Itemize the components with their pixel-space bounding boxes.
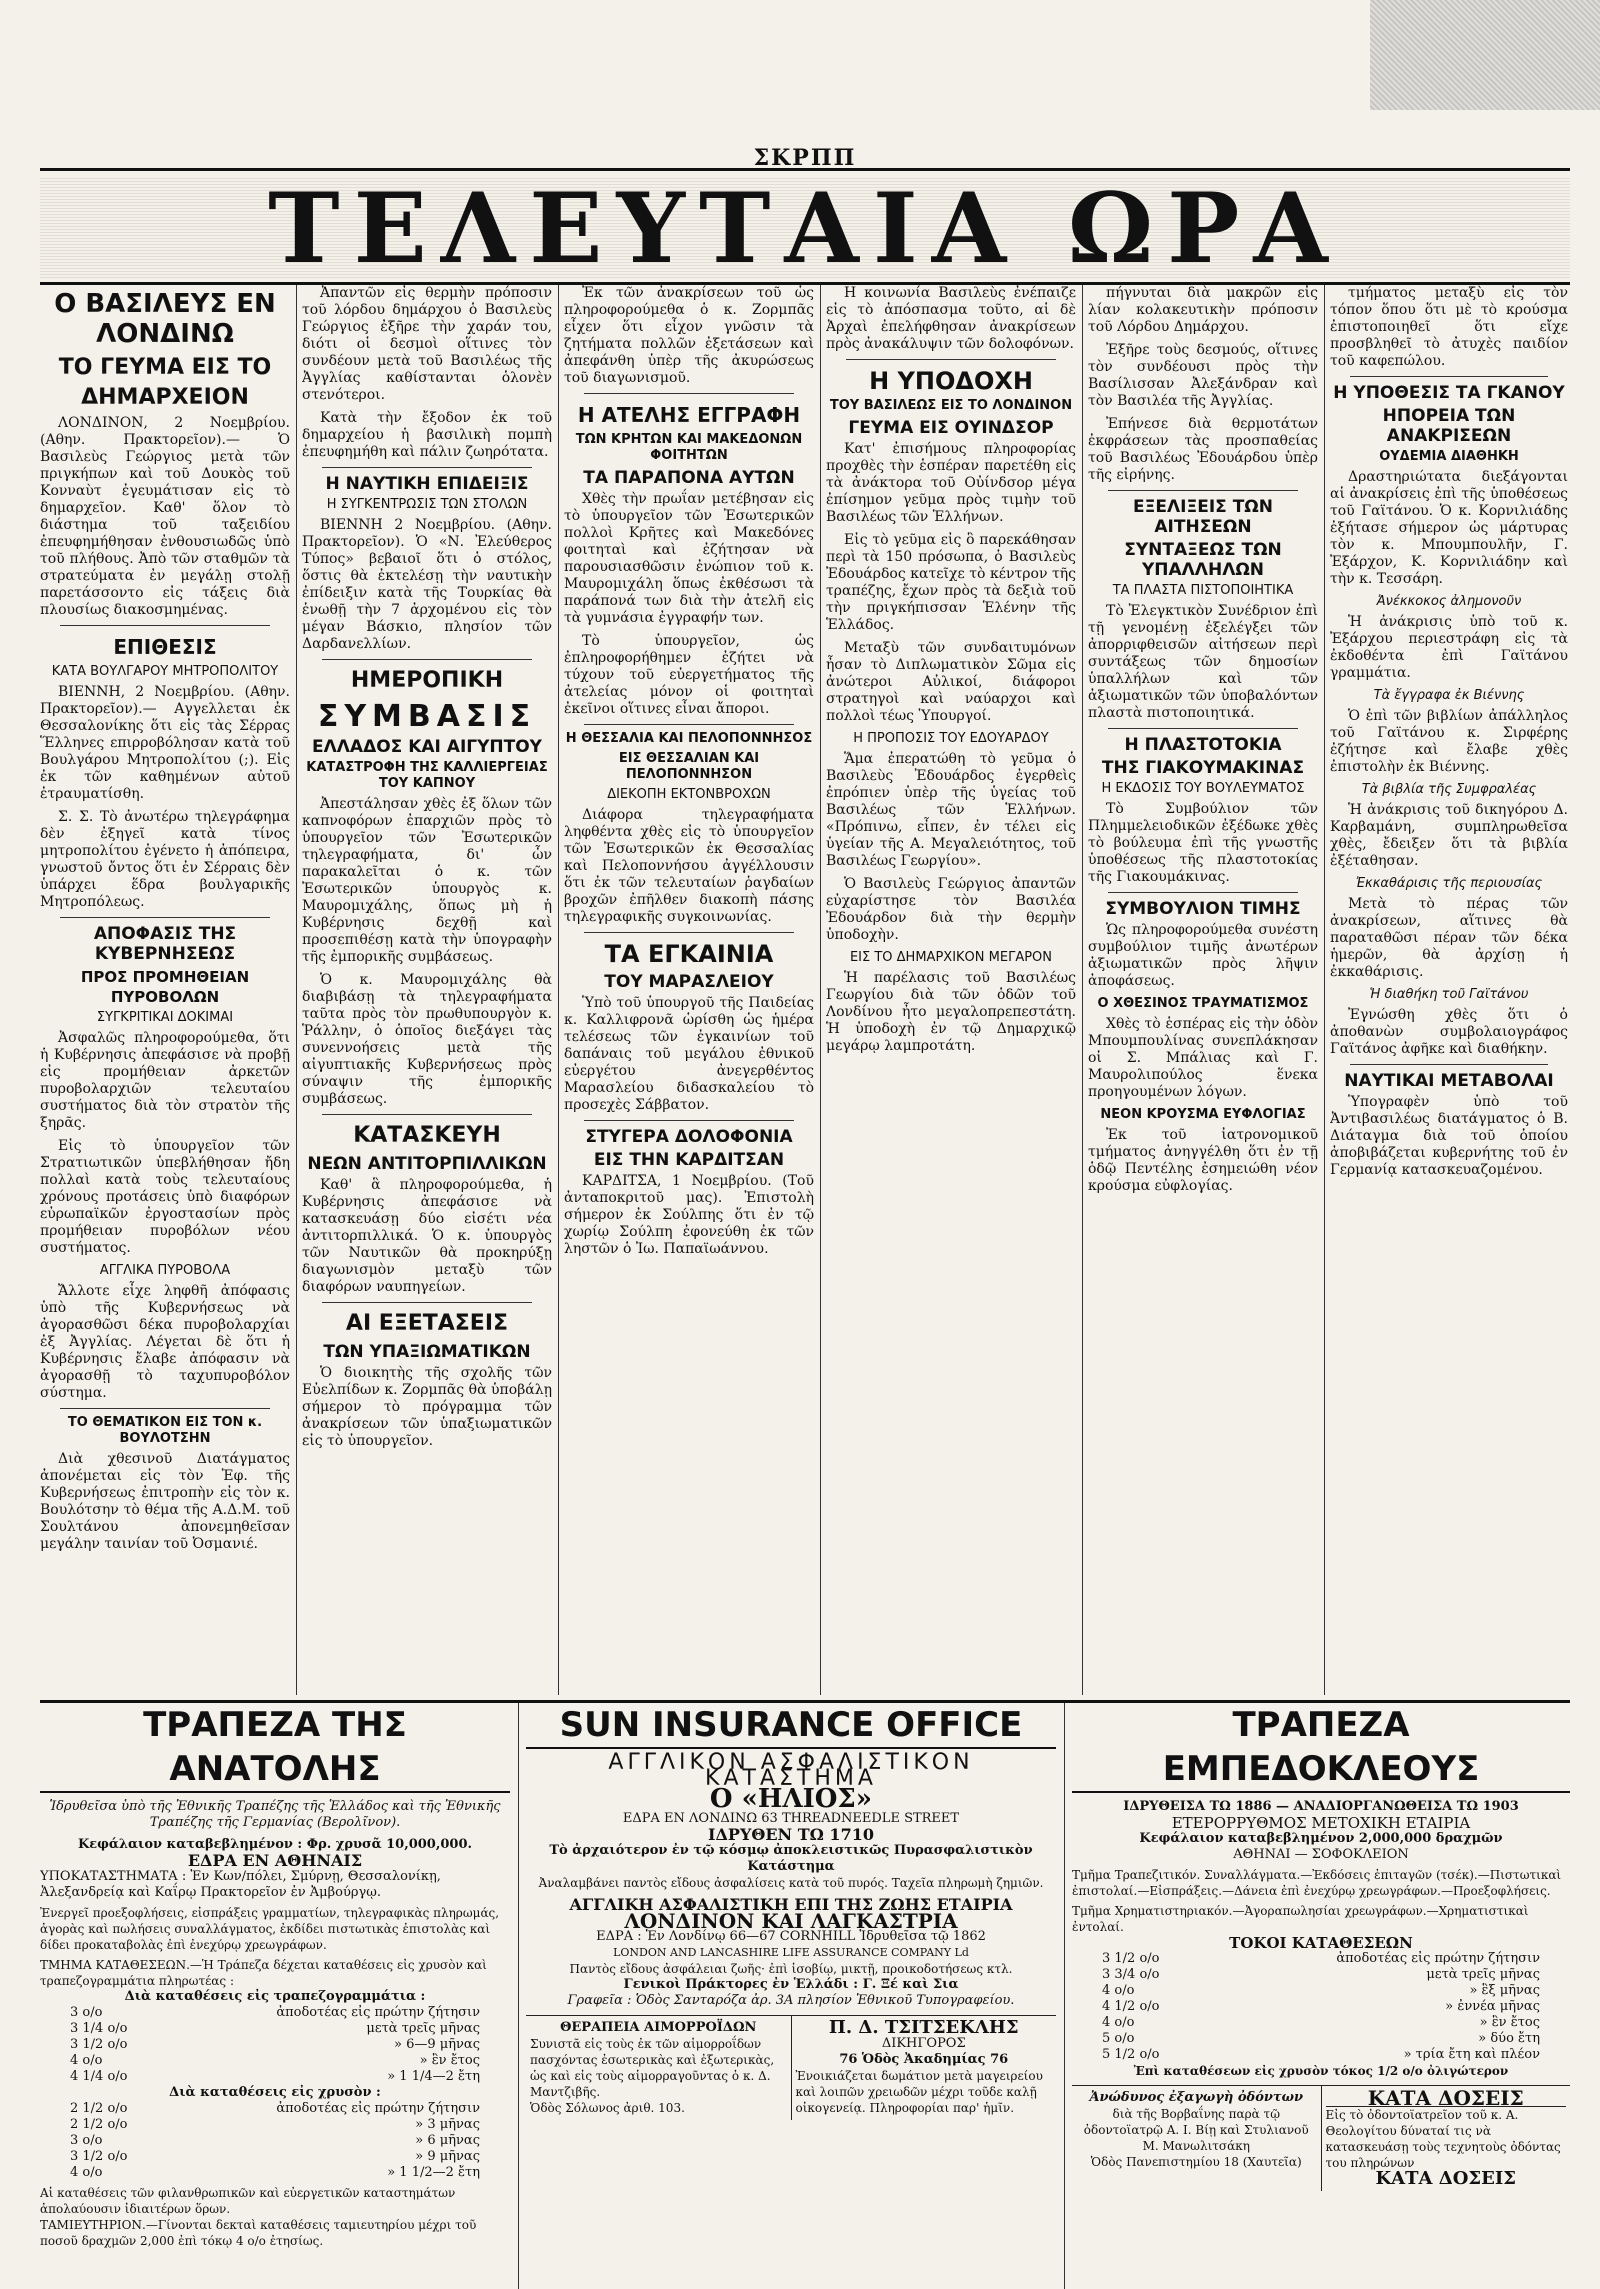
article-text: Δραστηριώτατα διεξάγονται αἱ ἀνακρίσεις ἐπὶ τῆς ὑποθέσεως τοῦ Γαϊτάνου. Ὁ κ. Κορνιλιάδης ἐξήτασε σήμερον ὡς μάρτυρας τὸν κ. Μπουμπουλῆν, Γ. Ἐξάρχον, Κ. Κορνιλιάδην καὶ τὴν κ. Τεσσάρη. <box>1330 469 1568 587</box>
rate-value: 4 ο/ο <box>70 2053 103 2068</box>
headline-naval-changes: ΝΑΥΤΙΚΑΙ ΜΕΤΑΒΟΛΑΙ <box>1344 1071 1554 1091</box>
subheadline: ΕΛΛΑΔΟΣ ΚΑΙ ΑΙΓΥΠΤΟΥ <box>311 737 542 757</box>
subheadline: ΕΙΣ ΘΕΣΣΑΛΙΑΝ ΚΑΙ ΠΕΛΟΠΟΝΝΗΣΟΝ <box>618 751 760 782</box>
ad-rule <box>1064 1703 1065 2289</box>
article-text: Κατ' ἐπισήμους πληροφορίας προχθὲς τὴν ἑσπέραν παρετέθη εἰς τὰ ἀνάκτορα τοῦ Οὐίνδσορ μέγα ἐπίσημον γεῦμα πρὸς τιμὴν τοῦ Βασιλέως τῶν Ἑλλήνων. <box>826 441 1076 525</box>
rate-row <box>1072 2031 1570 2047</box>
ad-bottom-row <box>526 2015 1056 2120</box>
divider <box>846 359 1056 360</box>
ad-dentist-text: διὰ τῆς Βορβαΐνης παρὰ τῷ ὀδοντοϊατρῷ Α. Ι. Βίῃ καὶ Στυλιανοῦ Μ. Μανωλιτσάκη <box>1083 2107 1309 2153</box>
headline-incomplete-registration: Η ΑΤΕΛΗΣ ΕΓΓΡΑΦΗ <box>577 403 801 427</box>
subheadline: ΟΥΔΕΜΙΑ ΔΙΑΘΗΚΗ <box>1379 449 1519 464</box>
column-2 <box>302 285 552 1695</box>
subheadline: ΤΑ ΠΛΑΣΤΑ ΠΙΣΤΟΠΟΙΗΤΙΚΑ <box>1112 583 1294 598</box>
ad-dentist <box>1072 2086 1322 2191</box>
headline-construction: ΚΑΤΑΣΚΕΥΗ <box>353 1123 501 1148</box>
ad-office: Γραφεῖα : Ὁδὸς Σανταρόζα ἀρ. 3Α πλησίον Ἐθνικοῦ Τυπογραφείου. <box>567 1993 1015 2008</box>
ad-rates-title: Διὰ καταθέσεις εἰς τραπεζογραμμάτια : <box>124 1989 426 2004</box>
subheadline: ΤΩΝ ΥΠΑΞΙΩΜΑΤΙΚΩΝ <box>323 1342 531 1362</box>
article-text: Ἐκ τῶν ἀνακρίσεων τοῦ ὡς πληροφορούμεθα ὁ κ. Ζορμπᾶς εἶχεν ὅτι εἶχον γνῶσιν τὰ ζητήματα πολλῶν ἐξετάσεων καὶ ἀπεφάνθη ὑπὲρ τῆς ἀκυρώσεως τοῦ διαγωνισμοῦ. <box>564 285 814 386</box>
ad-subtitle: ΑΓΓΛΙΚΟΝ ΑΣΦΑΛΙΣΤΙΚΟΝ ΚΑΤΑΣΤΗΜΑ <box>608 1750 974 1791</box>
rate-value: 4 ο/ο <box>1102 2015 1135 2030</box>
rate-value: 2 1/2 ο/ο <box>70 2101 128 2116</box>
divider <box>1108 728 1298 729</box>
article-text: Τὸ Ἐλεγκτικὸν Συνέδριον ἐπὶ τῇ γενομένῃ ἐξελέγξει τῶν ἀπορριφθεισῶν αἰτήσεων περὶ συντάξεως τῶν δημοσίων ὑπαλλήλων καὶ τῶν ἀξιωματικῶν τῶν ὑποβαλόντων πλαστὰ πιστοποιητικά. <box>1088 603 1318 721</box>
rate-term: » 3 μῆνας <box>415 2117 480 2132</box>
ad-sun-insurance <box>526 1703 1056 2283</box>
rate-row <box>1072 2015 1570 2031</box>
rate-row <box>1072 1983 1570 1999</box>
article-text: Ὑπὸ τοῦ ὑπουργοῦ τῆς Παιδείας κ. Καλλιφρονᾶ ὡρίσθη ὡς ἡμέρα τελέσεως τῶν ἐγκαινίων τοῦ δαπάναις τοῦ μεγάλου ἐθνικοῦ εὐεργέτου ἀνεγερθέντος Μαρασλείου διδασκαλείου τὸ προσεχὲς Σάββατον. <box>564 995 814 1113</box>
ad-name: Ο «ΗΛΙΟΣ» <box>709 1784 873 1814</box>
article-text: Ἀσφαλῶς πληροφορούμεθα, ὅτι ἡ Κυβέρνησις ἀπεφάσισε νὰ προβῇ εἰς προμήθειαν ἀρκετῶν πυροβολαρχιῶν τελευταίου συστήματος διὰ τὸν στρατὸν τῆς ξηρᾶς. <box>40 1030 290 1131</box>
ad-text: Ἀναλαμβάνει παντὸς εἴδους ἀσφαλίσεις κατὰ τοῦ πυρός. Ταχεῖα πληρωμὴ ζημιῶν. <box>538 1876 1044 1890</box>
subheadline: ΣΥΓΚΡΙΤΙΚΑΙ ΔΟΚΙΜΑΙ <box>96 1010 234 1025</box>
ad-life-name: ΛΟΝΔΙΝΟΝ ΚΑΙ ΛΑΓΚΑΣΤΡΙΑ <box>624 1909 958 1933</box>
ad-bank-of-orient <box>40 1703 510 2283</box>
rate-term: » 9 μῆνας <box>415 2149 480 2164</box>
subheadline: Τὰ ἔγγραφα ἐκ Βιέννης <box>1373 688 1525 703</box>
divider <box>60 917 270 918</box>
rate-row <box>40 2149 510 2165</box>
rate-term: » ἓξ μῆνας <box>1469 1983 1540 1998</box>
rate-row <box>40 2053 510 2069</box>
rate-term: » 1 1/2—2 ἔτη <box>387 2165 480 2180</box>
divider <box>584 1120 794 1121</box>
ad-type: ΕΤΕΡΟΡΡΥΘΜΟΣ ΜΕΤΟΧΙΚΗ ΕΤΑΙΡΙΑ <box>1171 1814 1471 1832</box>
headline-pension-requests: ΕΞΕΛΙΞΕΙΣ ΤΩΝ ΑΙΤΗΣΕΩΝ <box>1133 497 1273 537</box>
article-text: ΒΙΕΝΝΗ 2 Νοεμβρίου. (Αθην. Πρακτορεῖον). Ὁ «Ν. Ἐλεύθερος Τύπος» βεβαιοῖ ὅτι ὁ στόλος, ὅστις θὰ ἐκτελέσῃ τὴν ναυτικὴν ἐπίδειξιν κατὰ τῆς Τουρκίας θὰ ἑνωθῇ τὴν 7 ἀρχομένου εἰς τὸν μέγαν Βάσκιο, πλησίον τῶν Δαρδανελλίων. <box>302 517 552 652</box>
rate-row <box>40 2005 510 2021</box>
rate-value: 3 1/4 ο/ο <box>70 2021 128 2036</box>
ad-footnote: Αἱ καταθέσεις τῶν φιλανθρωπικῶν καὶ εὐεργετικῶν καταστημάτων ἀπολαύουσιν ἰδιαιτέρων ὅρων. <box>40 2186 456 2216</box>
ad-installments-text: Εἰς τὸ ὀδοντοϊατρεῖον τοῦ κ. Α. Θεολογίτου δύναταί τις νὰ κατασκευάσῃ τοὺς τεχνητοὺς ὀδόντας του πληρώνων <box>1325 2108 1561 2170</box>
subheadline: ΤΩΝ ΚΡΗΤΩΝ ΚΑΙ ΜΑΚΕΔΟΝΩΝ ΦΟΙΤΗΤΩΝ <box>575 432 803 463</box>
headline-agreement: ΣΥΜΒΑΣΙΣ <box>317 699 537 734</box>
column-rule <box>820 285 821 1695</box>
rate-value: 3 ο/ο <box>70 2133 103 2148</box>
rate-value: 4 1/2 ο/ο <box>1102 1999 1160 2014</box>
divider <box>322 1302 532 1303</box>
divider <box>60 625 270 626</box>
rate-value: 3 1/2 ο/ο <box>70 2149 128 2164</box>
column-4 <box>826 285 1076 1695</box>
subheadline: ΤΟΥ ΜΑΡΑΣΛΕΙΟΥ <box>604 972 774 992</box>
headline-thessaly: Η ΘΕΣΣΑΛΙΑ ΚΑΙ ΠΕΛΟΠΟΝΝΗΣΟΣ <box>565 731 813 746</box>
rate-term: » 1 1/4—2 ἔτη <box>387 2069 480 2084</box>
article-text: Ἐξῆρε τοὺς δεσμούς, οἵτινες τὸν συνδέουσι πρὸς τὴν Βασίλισσαν Ἀλεξάνδραν καὶ τὸν Βασιλέα τῆς Ἀγγλίας. <box>1088 342 1318 409</box>
ad-seat: ΑΘΗΝΑΙ — ΣΟΦΟΚΛΕΙΟΝ <box>1233 1847 1409 1862</box>
subheadline: Ἐκκαθάρισις τῆς περιουσίας <box>1355 876 1543 891</box>
article-text: Ὡς πληροφορούμεθα συνέστη συμβούλιον τιμῆς ἀνωτέρων ἀξιωματικῶν πρὸς λῆψιν ἀποφάσεως. <box>1088 922 1318 989</box>
subheadline: ΔΙΕΚΟΠΗ ΕΚΤΟΝΒΡΟΧΩΝ <box>607 787 771 802</box>
article-text: Σ. Σ. Τὸ ἀνωτέρω τηλεγράφημα δὲν ἐξηγεῖ κατὰ τίνος μητροπολίτου ἐγένετο ἡ ἀπόπειρα, γνωστοῦ ὄντος ὅτι ἐν Σέρραις δὲν ὑπάρχει ἕδρα βουλγαρικῆς Μητροπόλεως. <box>40 809 290 910</box>
article-text: Ἀπεστάλησαν χθὲς ἐξ ὅλων τῶν καπνοφόρων ἐπαρχιῶν πρὸς τὸ ὑπουργεῖον τῶν Ἐσωτερικῶν τηλεγραφήματα, δι' ὧν παρακαλεῖται ὁ κ. τῶν Ἐσωτερικῶν ὑπουργὸς κ. Μαυρομιχάλης, ὅπως μὴ ἡ Κυβέρνησις δεχθῇ καὶ προσεπιθέσῃ κατὰ τὴν ὑπογραφὴν τῆς ἐμπορικῆς συμβάσεως. <box>302 796 552 965</box>
masthead-title: ΤΕΛΕΥΤΑΙΑ ΩΡΑ <box>40 178 1570 280</box>
newspaper-page <box>40 0 1570 2286</box>
rate-value: 4 1/4 ο/ο <box>70 2069 128 2084</box>
rate-value: 4 ο/ο <box>1102 1983 1135 1998</box>
divider <box>584 393 794 394</box>
ad-footnote: ΤΑΜΙΕΥΤΗΡΙΟΝ.—Γίνονται δεκταὶ καταθέσεις ταμιευτηρίου μέχρι τοῦ ποσοῦ δραχμῶν 2,000 ἐπὶ τόκῳ 4 ο/ο ἐτησίως. <box>40 2218 477 2248</box>
article-text: Χθὲς τὴν πρωΐαν μετέβησαν εἰς τὸ ὑπουργεῖον τῶν Ἐσωτερικῶν πολλοὶ Κρῆτες καὶ Μακεδόνες φοιτηταὶ καὶ ἐζήτησαν νὰ παρουσιασθῶσιν ἐνώπιον τοῦ κ. Μαυρομιχάλη ὅπως ἐκθέσωσι τὰ παράπονά των διὰ τὴν ἀτελῆ εἰς τὰ γυμνάσια ἐγγραφήν των. <box>564 491 814 626</box>
headline-fake-birth: Η ΠΛΑΣΤΟΤΟΚΙΑ <box>1124 735 1282 755</box>
ad-gold-title: Διὰ καταθέσεις εἰς χρυσὸν : <box>169 2085 381 2100</box>
column-3 <box>564 285 814 1695</box>
article-text: Ὁ Βασιλεὺς Γεώργιος ἀπαντῶν εὐχαρίστησε τὸν Βασιλέα Ἐδουάρδον διὰ τὴν θερμὴν ὑποδοχὴν. <box>826 876 1076 943</box>
rate-row <box>40 2165 510 2181</box>
headline-honor-council: ΣΥΜΒΟΥΛΙΟΝ ΤΙΜΗΣ <box>1105 899 1301 919</box>
article-text: Ὁ διοικητὴς τῆς σχολῆς τῶν Εὐελπίδων κ. Ζορμπᾶς θὰ ὑποβάλῃ σήμερον τὸ πρόγραμμα τῶν ἀνακρίσεων τῶν ὑπαξιωματικῶν εἰς τὸ ὑπουργεῖον. <box>302 1365 552 1449</box>
ad-text: Ἐνεργεῖ προεξοφλήσεις, εἰσπράξεις γραμματίων, τηλεγραφικὰς πληρωμάς, ἀγορὰς καὶ πωλήσεις συναλλάγματος, ἐκδίδει πιστωτικὰς ἐπιστολὰς καὶ δίδει προκαταβολὰς ἐπὶ ἐνεχύρῳ χρεωγράφων. <box>40 1906 500 1952</box>
subheadline: Η ΕΚΔΟΣΙΣ ΤΟΥ ΒΟΥΛΕΥΜΑΤΟΣ <box>1101 781 1305 796</box>
rate-term: » 6 μῆνας <box>415 2133 480 2148</box>
article-text: Ὁ ἐπὶ τῶν βιβλίων ἀπάλληλος τοῦ Γαϊτάνου κ. Σιρφέρης ἐζήτησε καὶ ἔλαβε χθὲς ἐπιστολὴν ἐκ Βιέννης. <box>1330 708 1568 775</box>
rate-value: 3 1/2 ο/ο <box>70 2037 128 2052</box>
ad-rule <box>518 1703 519 2289</box>
article-text: Εἰς τὸ γεῦμα εἰς ὃ παρεκάθησαν περὶ τὰ 150 πρόσωπα, ὁ Βασιλεὺς Ἐδουάρδος κατεῖχε τὸ κέντρον τῆς τραπέζης, ἔχων πρὸς τὰ δεξιὰ τοῦ τὴν πριγκήπισσαν Ἑλένην τῆς Ἑλλάδος. <box>826 532 1076 633</box>
article-text: Μετὰ τὸ πέρας τῶν ἀνακρίσεων, αἵτινες θὰ παραταθῶσι πέραν τῶν δέκα ἡμερῶν, θὰ ἀρχίσῃ ἡ ἐκκαθάρισις. <box>1330 896 1568 980</box>
rate-term: μετὰ τρεῖς μῆνας <box>366 2021 480 2036</box>
article-text: Ἡ ἀνάκρισις ὑπὸ τοῦ κ. Ἐξάρχου περιεστράφη εἰς τὰ ἐκδοθέντα ἐπὶ Γαϊτάνου γραμμάτια. <box>1330 614 1568 681</box>
ad-dentist-title: Ἀνώδυνος ἐξαγωγὴ ὀδόντων <box>1089 2090 1304 2105</box>
article-text: Κατὰ τὴν ἔξοδον ἐκ τοῦ δημαρχείου ἡ βασιλικὴ πομπὴ ἐπευφημήθη καὶ πάλιν ζωηρότατα. <box>302 410 552 460</box>
article-text: Μεταξὺ τῶν συνδαιτυμόνων ἦσαν τὸ Διπλωματικὸν Σῶμα εἰς ἀνώτεροι Αὐλικοί, διάφοροι στρατηγοὶ καὶ ναύαρχοι καὶ πολλοὶ τέως Ὑπουργοί. <box>826 640 1076 724</box>
ad-therapy <box>526 2016 792 2120</box>
rate-value: 2 1/2 ο/ο <box>70 2117 128 2132</box>
advertisements <box>40 1700 1570 2289</box>
top-rule <box>40 168 1570 171</box>
subheadline: ΚΑΤΑ ΒΟΥΛΓΑΡΟΥ ΜΗΤΡΟΠΟΛΙΤΟΥ <box>51 664 279 679</box>
rate-row <box>1072 1951 1570 1967</box>
ad-lawyer-title: ΔΙΚΗΓΟΡΟΣ <box>881 2036 966 2051</box>
article-text: ΚΑΡΔΙΤΣΑ, 1 Νοεμβρίου. (Τοῦ ἀνταποκριτοῦ μας). Ἐπιστολὴ σήμερον ἐκ Σούλπης ὅτι ἐν τῷ χωρίῳ Σούλπη ἐφονεύθη ἐκ τῶν ληστῶν ὁ Ἰω. Παπαϊωάννου. <box>564 1173 814 1257</box>
ad-title: SUN INSURANCE OFFICE <box>526 1703 1056 1749</box>
ad-seat: ΕΔΡΑ ΕΝ ΑΘΗΝΑΙΣ <box>187 1851 363 1870</box>
ad-life-text: Παντὸς εἴδους ἀσφάλειαι ζωῆς· ἐπὶ ἰσοβίῳ, μικτῇ, προικοδοτήσεως κτλ. <box>569 1962 1013 1976</box>
divider <box>584 932 794 933</box>
ad-rent: Ἐνοικιάζεται δωμάτιον μετὰ μαγειρείου καὶ λοιπῶν χρειωδῶν μέχρι τοῦδε καλῇ οἰκογενείᾳ. Πληροφορίαι παρ' ἡμῖν. <box>795 2069 1043 2115</box>
column-rule <box>1082 285 1083 1695</box>
article-text: Τὸ Συμβούλιον τῶν Πλημμελειοδικῶν ἐξέδωκε χθὲς τὸ βούλευμα ἐπὶ τῆς γνωστῆς ὑποθέσεως τῆς πλαστοτοκίας τῆς Γιακουμάκινας. <box>1088 801 1318 885</box>
article-text: Ἀπαντῶν εἰς θερμὴν πρόποσιν τοῦ λόρδου δημάρχου ὁ Βασιλεὺς Γεώργιος ἐξῆρε τὴν χαράν του, διότι οἱ δεσμοὶ οἵτινες τὸν συνδέουν μετὰ τοῦ Βασιλέως τῆς Ἀγγλίας καθίστανται ὁλονὲν στενότεροι. <box>302 285 552 403</box>
rate-term: » ἓν ἔτος <box>1479 2015 1540 2030</box>
headline-attack: ΕΠΙΘΕΣΙΣ <box>113 635 217 659</box>
column-6 <box>1330 285 1568 1695</box>
ad-life-title: ΑΓΓΛΙΚΗ ΑΣΦΑΛΙΣΤΙΚΗ ΕΠΙ ΤΗΣ ΖΩΗΣ ΕΤΑΙΡΙΑ <box>569 1895 1013 1914</box>
ad-title: ΤΡΑΠΕΖΑ ΤΗΣ ΑΝΑΤΟΛΗΣ <box>40 1703 510 1793</box>
ad-rates-title: ΤΟΚΟΙ ΚΑΤΑΘΕΣΕΩΝ <box>1229 1934 1413 1952</box>
article-text: πήγνυται διὰ μακρῶν εἰς λίαν κολακευτικὴν πρόποσιν τοῦ Λόρδου Δημάρχου. <box>1088 285 1318 335</box>
ad-capital: Κεφάλαιον καταβεβλημένον : Φρ. χρυσᾶ 10,000,000. <box>77 1837 473 1852</box>
divider <box>1350 376 1548 377</box>
ad-empedocles-bank <box>1072 1703 1570 2283</box>
ad-subtitle: Ἱδρυθεῖσα ὑπὸ τῆς Ἐθνικῆς Τραπέζης τῆς Ἑλλάδος καὶ τῆς Ἐθνικῆς Τραπέζης τῆς Γερμανίας (Βερολῖνον). <box>49 1799 501 1830</box>
subheadline: ΤΗΣ ΓΙΑΚΟΥΜΑΚΙΝΑΣ <box>1101 758 1305 778</box>
ad-text: Τμῆμα Τραπεζιτικόν. Συναλλάγματα.—Ἐκδόσεις ἐπιταγῶν (τσέκ).—Πιστωτικαὶ ἐπιστολαί.—Εἰσπράξεις.—Δάνεια ἐπὶ ἐνεχύρῳ χρεωγράφων.—Προεξοφλήσεις. <box>1072 1868 1562 1898</box>
divider <box>322 659 532 660</box>
article-text: Διὰ χθεσινοῦ Διατάγματος ἀπονέμεται εἰς τὸν Ἐφ. τῆς Κυβερνήσεως ἐπιτροπὴν εἰς τὸν κ. Βουλότσην τὸ θέμα τῆς Α.Δ.Μ. τοῦ Σουλτάνου ἀπονεμηθεῖσαν μεγάλην ταινίαν τοῦ Ὀσμανιέ. <box>40 1451 290 1552</box>
headline-decoration: ΤΟ ΘΕΜΑΤΙΚΟΝ ΕΙΣ ΤΟΝ κ. ΒΟΥΛΟΤΣΗΝ <box>67 1415 263 1446</box>
subheadline: ΤΟΥ ΒΑΣΙΛΕΩΣ ΕΙΣ ΤΟ ΛΟΝΔΙΝΟΝ <box>829 398 1073 413</box>
article-text: Διάφορα τηλεγραφήματα ληφθέντα χθὲς εἰς τὸ ὑπουργεῖον τῶν Ἐσωτερικῶν ἐκ Θεσσαλίας καὶ Πελοποννήσου ἀγγέλλουσιν ὅτι ἐκ τῶν τελευταίων ῥαγδαίων βροχῶν ἐπῆλθεν διακοπὴ πάσης τηλεγραφικῆς συγκοινωνίας. <box>564 807 814 925</box>
article-text: Ἐκ τοῦ ἰατρονομικοῦ τμήματος ἀνηγγέλθη ὅτι ἐν τῇ ὁδῷ Πεντέλης ἐσημειώθη νέον κρούσμα εὐφλογίας. <box>1088 1127 1318 1194</box>
article-text: Ἐπήνεσε διὰ θερμοτάτων ἐκφράσεων τὰς προσπαθείας τοῦ Βασιλέως Ἐδουάρδου ὑπὲρ τῆς εἰρήνης. <box>1088 416 1318 483</box>
ad-seat: ΕΔΡΑ ΕΝ ΛΟΝΔΙΝΩ 63 THREADNEEDLE STREET <box>622 1811 960 1826</box>
subheadline: ΚΑΤΑΣΤΡΟΦΗ ΤΗΣ ΚΑΛΛΙΕΡΓΕΙΑΣ ΤΟΥ ΚΑΠΝΟΥ <box>306 760 548 791</box>
rate-value: 5 ο/ο <box>1102 2031 1135 2046</box>
ad-lawyer-address: 76 Ὁδὸς Ἀκαδημίας 76 <box>839 2052 1009 2067</box>
rate-row <box>40 2117 510 2133</box>
rate-term: » ἓν ἔτος <box>419 2053 480 2068</box>
rate-term: » 6—9 μῆνας <box>394 2037 480 2052</box>
subheadline: Η ΣΥΓΚΕΝΤΡΩΣΙΣ ΤΩΝ ΣΤΟΛΩΝ <box>326 497 528 512</box>
rate-row <box>1072 1967 1570 1983</box>
divider <box>1108 490 1298 491</box>
subheadline: ΠΡΟΣ ΠΡΟΜΗΘΕΙΑΝ ΠΥΡΟΒΟΛΩΝ <box>80 968 250 1006</box>
article-text: Ἡ παρέλασις τοῦ Βασιλέως Γεωργίου διὰ τῶν ὁδῶν τοῦ Λονδίνου ἦτο μεγαλοπρεπεστάτη. Ἡ ὑποδοχὴ ἐν τῷ Δημαρχικῷ μεγάρῳ λαμπροτάτη. <box>826 970 1076 1054</box>
headline-king-london: Ο ΒΑΣΙΛΕΥΣ ΕΝ ΛΟΝΔΙΝΩ <box>54 289 276 349</box>
ad-lawyer <box>792 2016 1057 2120</box>
rate-value: 5 1/2 ο/ο <box>1102 2047 1160 2062</box>
headline-injury: Ο ΧΘΕΣΙΝΟΣ ΤΡΑΥΜΑΤΙΣΜΟΣ <box>1097 996 1309 1011</box>
ad-therapy-text: Συνιστᾶ εἰς τοὺς ἐκ τῶν αἱμορροΐδων πασχόντας ἐσωτερικὰς καὶ ἐξωτερικὰς, ὡς καὶ εἰς τοὺς αἱμορραγοῦντας ὁ κ. Δ. Μαντζιβῆς. <box>530 2037 775 2099</box>
ad-installments-title: ΚΑΤΑ ΔΟΣΕΙΣ <box>1326 2090 1567 2107</box>
ad-dentist-address: Ὁδὸς Πανεπιστημίου 18 (Χαυτεῖα) <box>1090 2155 1302 2169</box>
article-text: ΛΟΝΔΙΝΟΝ, 2 Νοεμβρίου. (Αθην. Πρακτορεῖον).— Ὁ Βασιλεὺς Γεώργιος μετὰ τῶν πριγκήπων καὶ τοῦ Δουκὸς τοῦ Κονναὺτ ἐγευμάτισαν εἰς τὸ δημαρχεῖον. Καθ' ὅλον τὸ διάστημα τοῦ ταξειδίου ἐπευφημήθησαν ἐνθουσιωδῶς ὑπὸ τοῦ πλήθους. Ἀπὸ τῶν σταθμῶν τὰ στρατεύματα ἐν μεγάλῃ στολῇ παρετάσσοντο εἰς τάξεις διὰ πλουσίως διακοσμημένας. <box>40 415 290 618</box>
ad-therapy-title: ΘΕΡΑΠΕΙΑ ΑΙΜΟΡΡΟΪΔΩΝ <box>560 2020 757 2035</box>
article-text: Εἰς τὸ ὑπουργεῖον τῶν Στρατιωτικῶν ὑπεβλήθησαν ἤδη πολλαὶ κατὰ τοὺς τελευταίους χρόνους προτάσεις ὑπὸ διαφόρων εὐρωπαϊκῶν ἐργοστασίων πρὸς προμήθειαν πυροβόλων νέου συστήματος. <box>40 1138 290 1256</box>
column-5 <box>1088 285 1318 1695</box>
divider <box>60 1408 270 1409</box>
article-text: τμήματος μεταξὺ εἰς τὸν τόπον ὅπου ὅτι μὲ τὸ κρούσμα ἐπιστοποιηθεῖ ὅτι εἴχε προσβληθεῖ τὸ ἀτυχὲς παιδίον τοῦ καφεπώλου. <box>1330 285 1568 369</box>
subheadline: ΕΙΣ ΤΟ ΔΗΜΑΡΧΙΚΟΝ ΜΕΓΑΡΟΝ <box>849 950 1053 965</box>
headline-murder: ΣΤΥΓΕΡΑ ΔΟΛΟΦΟΝΙΑ <box>585 1127 793 1147</box>
subheadline: ΝΕΩΝ ΑΝΤΙΤΟΡΠΙΛΛΙΚΩΝ <box>307 1154 547 1174</box>
rate-term: ἀποδοτέας εἰς πρώτην ζήτησιν <box>276 2005 480 2020</box>
rate-term: » δύο ἔτη <box>1478 2031 1540 2046</box>
rate-row <box>1072 1999 1570 2015</box>
ad-dept: ΤΜΗΜΑ ΚΑΤΑΘΕΣΕΩΝ.—Ἡ Τράπεζα δέχεται καταθέσεις εἰς χρυσὸν καὶ τραπεζογραμμάτια πληρωτέας : <box>40 1958 487 1988</box>
ad-text: Τὸ ἀρχαιότερον ἐν τῷ κόσμῳ ἀποκλειστικῶς Πυρασφαλιστικὸν Κατάστημα <box>549 1843 1033 1874</box>
rate-term: ἀποδοτέας εἰς πρώτην ζήτησιν <box>1336 1951 1540 1966</box>
subheadline: ΗΠΟΡΕΙΑ ΤΩΝ ΑΝΑΚΡΙΣΕΩΝ <box>1382 406 1516 446</box>
headline-gaitanos-case: Η ΥΠΟΘΕΣΙΣ ΤΑ ΓΚΑΝΟΥ <box>1333 383 1565 403</box>
article-text: ΒΙΕΝΝΗ, 2 Νοεμβρίου. (Αθην. Πρακτορεῖον).— Αγγελλεται ἐκ Θεσσαλονίκης ὅτι εἰς τὰς Σέρρας Ἕλληνες επιρροβόλησαν κατὰ τοῦ Βουλγάρου Μητροπολίτου (;). Εἰς ἐκ τῶν καθημένων αὐτοῦ ἐτραυματίσθη. <box>40 684 290 802</box>
headline-naval-demonstration: Η ΝΑΥΤΙΚΗ ΕΠΙΔΕΙΞΙΣ <box>325 474 529 494</box>
divider <box>1350 1064 1548 1065</box>
headline-commercial: ΗΜΕΡΟΠΙΚΗ <box>350 668 504 693</box>
divider <box>584 724 794 725</box>
page-number: ΣΚΡΠΠ <box>753 145 857 171</box>
ad-agent: Γενικοὶ Πράκτορες ἐν Ἑλλάδι : Γ. Ξέ καὶ Σια <box>623 1977 959 1992</box>
headline-dinner-town-hall: ΤΟ ΓΕΥΜΑ ΕΙΣ ΤΟ ΔΗΜΑΡΧΕΙΟΝ <box>58 355 272 410</box>
article-text: Ἡ ἀνάκρισις τοῦ δικηγόρου Δ. Καρβαμάνη, συμπληρωθεῖσα χθὲς, ἔδειξεν ὅτι τὰ βιβλία ἐξέταθησαν. <box>1330 802 1568 869</box>
ad-life-seat: ΕΔΡΑ : Ἐν Λονδίνῳ 66—67 CORNHILL Ἱδρυθεῖσα τῷ 1862 <box>596 1929 986 1944</box>
rate-term: » ἐννέα μῆνας <box>1445 1999 1540 2014</box>
subheadline: Ἀνέκκοκος ἀλημονοῦν <box>1376 594 1522 609</box>
rate-value: 3 ο/ο <box>70 2005 103 2020</box>
rate-row <box>40 2021 510 2037</box>
rate-value: 3 1/2 ο/ο <box>1102 1951 1160 1966</box>
rate-term: ἀποδοτέας εἰς πρώτην ζήτησιν <box>276 2101 480 2116</box>
article-text: Ἄλλοτε εἶχε ληφθῆ ἀπόφασις ὑπὸ τῆς Κυβερνήσεως νὰ ἀγορασθῶσι δέκα πυροβολαρχίαι ἐξ Ἀγγλίας. Λέγεται δὲ ὅτι ἡ Κυβέρνησις ἔλαβε ἀπόφασιν νὰ ἀγορασθῇ τὸ ταχυπυροβόλον σύστημα. <box>40 1283 290 1401</box>
rate-row <box>40 2069 510 2085</box>
ad-founded: ΙΔΡΥΘΕΝ ΤΩ 1710 <box>708 1825 874 1844</box>
headline-smallpox: ΝΕΟΝ ΚΡΟΥΣΜΑ ΕΥΦΛΟΓΙΑΣ <box>1100 1107 1306 1122</box>
ad-title: ΤΡΑΠΕΖΑ ΕΜΠΕΔΟΚΛΕΟΥΣ <box>1072 1703 1570 1793</box>
rate-row <box>1072 2047 1570 2063</box>
headline-government-decision: ΑΠΟΦΑΣΙΣ ΤΗΣ ΚΥΒΕΡΝΗΣΕΩΣ <box>93 924 237 964</box>
rate-row <box>40 2133 510 2149</box>
ad-subtitle: ΙΔΡΥΘΕΙΣΑ ΤΩ 1886 — ΑΝΑΔΙΟΡΓΑΝΩΘΕΙΣΑ ΤΩ 1903 <box>1123 1799 1519 1814</box>
rate-row <box>40 2037 510 2053</box>
subheadline: ΓΕΥΜΑ ΕΙΣ ΟΥΙΝΔΣΟΡ <box>848 418 1054 438</box>
rate-term: » τρία ἔτη καὶ πλέον <box>1403 2047 1540 2062</box>
ad-life-en: LONDON AND LANCASHIRE LIFE ASSURANCE COMPANY Ld <box>613 1946 969 1959</box>
article-text: Χθὲς τὸ ἑσπέρας εἰς τὴν ὁδὸν Μπουμπουλίνας συνεπλάκησαν οἱ Σ. Μπάλιας καὶ Γ. Μαυρολιπούλος ἕνεκα προηγουμένων λόγων. <box>1088 1016 1318 1100</box>
subheadline: ΕΙΣ ΤΗΝ ΚΑΡΔΙΤΣΑΝ <box>593 1150 785 1170</box>
column-rule <box>296 285 297 1695</box>
article-text: Ὑπογραφὲν ὑπὸ τοῦ Ἀντιβασιλέως διατάγματος ὁ Β. Διάταγμα διὰ τοῦ ὁποίου ἀποβιβάζεται κυβερνήτης τοῦ ἐν Γερμανίᾳ κατασκευαζομένου. <box>1330 1094 1568 1178</box>
article-text: Τὸ ὑπουργεῖον, ὡς ἐπληροφορήθημεν ἐζήτει νὰ τύχουν τοῦ εὐεργετήματος τῆς ἀτελείας μόνον οἱ φοιτηταὶ ἐκεῖνοι οἵτινες εἶναι ἄποροι. <box>564 633 814 717</box>
ad-text: Τμῆμα Χρηματιστηριακόν.—Ἀγοραπωλησίαι χρεωγράφων.—Χρηματιστικαὶ ἐντολαί. <box>1072 1904 1529 1934</box>
rate-value: 4 ο/ο <box>70 2165 103 2180</box>
subheadline: ΤΑ ΠΑΡΑΠΟΝΑ ΑΥΤΩΝ <box>583 468 795 488</box>
ad-bottom-row <box>1072 2085 1570 2191</box>
ad-branches: ΥΠΟΚΑΤΑΣΤΗΜΑΤΑ : Ἐν Κων/πόλει, Σμύρνῃ, Θεσσαλονίκῃ, Ἀλεξανδρείᾳ καὶ Καΐρῳ Πρακτορεῖον ἐν Ἀμβούργῳ. <box>40 1869 441 1900</box>
article-text: Ὁ κ. Μαυρομιχάλης θὰ διαβιβάσῃ τὰ τηλεγραφήματα ταῦτα πρὸς τὸν πρωθυπουργὸν κ. Ῥάλλην, ὁ ὁποῖος διεξάγει τὰς συνεννοήσεις μετὰ τῆς αἰγυπτιακῆς Κυβερνήσεως πρὸς σύναψιν τῆς ἐμπορικῆς συμβάσεως. <box>302 972 552 1107</box>
article-text: Η κοινωνία Βασιλεὺς ἐνέπαιζε εἰς τὸ ἀπόσπασμα τοῦτο, αἱ δὲ Ἀρχαὶ ἐπελήφθησαν ἀνακρίσεων πρὸς ἀνακάλυψιν τῶν δολοφόνων. <box>826 285 1076 352</box>
ad-capital: Κεφάλαιον καταβεβλημένον 2,000,000 δραχμῶν <box>1139 1831 1503 1846</box>
article-text: Ἅμα ἐπερατώθη τὸ γεῦμα ὁ Βασιλεὺς Ἐδουάρδος ἐγερθεὶς ἐπρόπιεν ὑπὲρ τῆς ὑγείας τοῦ Βασιλέως τῶν Ἑλλήνων. «Πρόπινω, εἶπεν, ἐν τέλει εἰς ὑγείαν τῆς Α. Μεγαλειότητος, τοῦ Βασιλέως Γεωργίου». <box>826 751 1076 869</box>
subheadline: ΣΥΝΤΑΞΕΩΣ ΤΩΝ ΥΠΑΛΛΗΛΩΝ <box>1124 540 1282 580</box>
column-1 <box>40 285 290 1695</box>
rate-term: μετὰ τρεῖς μῆνας <box>1426 1967 1540 1982</box>
ad-lawyer-name: Π. Δ. ΤΣΙΤΣΕΚΛΗΣ <box>828 2017 1019 2038</box>
ad-therapy-address: Ὁδὸς Σόλωνος ἀριθ. 103. <box>530 2101 685 2115</box>
article-text: Καθ' ἃ πληροφορούμεθα, ἡ Κυβέρνησις ἀπεφάσισε νὰ κατασκευάσῃ δύο εἰσέτι νέα ἀντιτορπιλλικά. Ὁ κ. ὑπουργὸς τῶν Ναυτικῶν θὰ προκηρύξῃ διαγωνισμὸν μεταξὺ τῶν διαφόρων ναυπηγείων. <box>302 1177 552 1295</box>
headline-inauguration: ΤΑ ΕΓΚΑΙΝΙΑ <box>604 940 774 968</box>
headline-exams: ΑΙ ΕΞΕΤΑΣΕΙΣ <box>345 1311 509 1336</box>
rate-value: 3 3/4 ο/ο <box>1102 1967 1160 1982</box>
subheadline: ΑΓΓΛΙΚΑ ΠΥΡΟΒΟΛΑ <box>99 1263 231 1278</box>
column-rule <box>558 285 559 1695</box>
subheadline: Τὰ βιβλία τῆς Συμφραλέας <box>1361 782 1537 797</box>
divider <box>322 1114 532 1115</box>
article-text: Ἐγνώσθη χθὲς ὅτι ὁ ἀποθανὼν συμβολαιογράφος Γαϊτάνος ἀφῆκε καὶ διαθήκην. <box>1330 1007 1568 1057</box>
subheadline: Η ΠΡΟΠΟΣΙΣ ΤΟΥ ΕΔΟΥΑΡΔΟΥ <box>853 731 1049 746</box>
subheadline: Ἡ διαθήκη τοῦ Γαϊτάνου <box>1369 987 1529 1002</box>
ad-footnote: Ἐπὶ καταθέσεων εἰς χρυσὸν τόκος 1/2 ο/ο ὀλιγώτερον <box>1133 2064 1509 2078</box>
ad-installments <box>1322 2086 1571 2191</box>
ad-installments-end: ΚΑΤΑ ΔΟΣΕΙΣ <box>1375 2168 1516 2189</box>
divider <box>1108 892 1298 893</box>
divider <box>322 467 532 468</box>
column-rule <box>1324 285 1325 1695</box>
headline-reception: Η ΥΠΟΔΟΧΗ <box>869 367 1033 395</box>
rate-row <box>40 2101 510 2117</box>
